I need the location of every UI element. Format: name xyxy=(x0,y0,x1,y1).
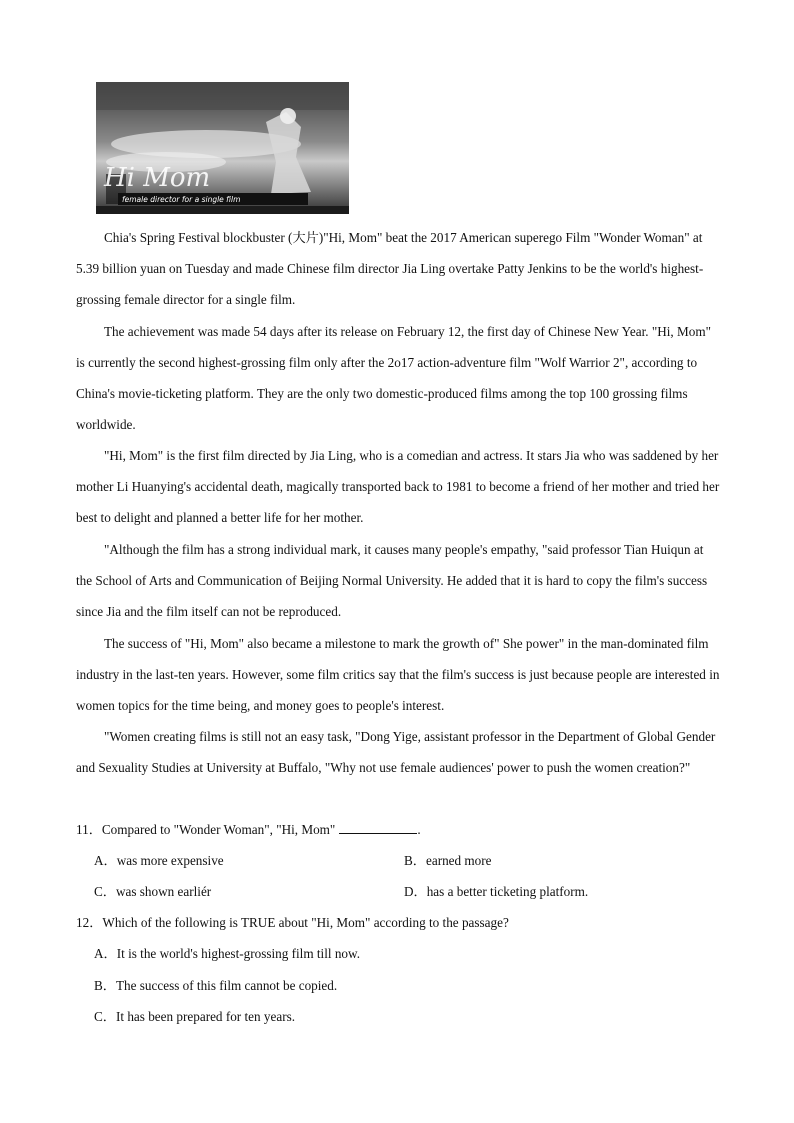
question-11-text: 11．Compared to "Wonder Woman", "Hi, Mom" xyxy=(76,822,336,837)
q12-option-a: A．It is the world's highest-grossing film till now. xyxy=(94,946,360,961)
svg-text:Hi Mom: Hi Mom xyxy=(104,163,211,193)
q12-option-b: B．The success of this film cannot be copied. xyxy=(94,978,338,993)
q11-option-b: B．earned more xyxy=(404,853,492,868)
movie-poster-image xyxy=(96,82,349,214)
q12-option-c: C．It has been prepared for ten years. xyxy=(94,1009,296,1024)
question-11-stem xyxy=(76,820,421,840)
question-12-stem: 12．Which of the following is TRUE about "Hi, Mom" according to the passage? xyxy=(76,915,509,930)
poster-caption: female director for a single film xyxy=(122,195,241,204)
passage-paragraph-3: "Hi, Mom" is the first film directed by Jia Ling, who is a comedian and actress. It stars Jia who was saddened by her mother Li Huanying's accidental death, magically transported back to 1981 to become a friend of her mother and tried her best to delight and planned a better life for her mother. xyxy=(76,448,720,525)
q11-option-d: D．has a better ticketing platform. xyxy=(404,884,589,899)
passage-paragraph-5: The success of "Hi, Mom" also became a milestone to mark the growth of" She power" in the man-dominated film industry in the last-ten years. However, some film critics say that the film's success is just because people are interested in women topics for the time being, and money goes to people's interest. xyxy=(76,636,720,713)
q11-option-a: A．was more expensive xyxy=(94,853,224,868)
passage-paragraph-1: Chia's Spring Festival blockbuster (大片)"Hi, Mom" beat the 2017 American superego Film "Wonder Woman" at 5.39 billion yuan on Tuesday and made Chinese film director Jia Ling overtake Patty Jenkins to be the world's highest-grossing female director for a single film. xyxy=(76,230,704,307)
passage-paragraph-2: The achievement was made 54 days after its release on February 12, the first day of Chinese New Year. "Hi, Mom" is currently the second highest-grossing film only after the 2o17 action-adventure film "Wolf Warrior 2", according to China's movie-ticketing platform. They are the only two domestic-produced films among the top 100 grossing films worldwide. xyxy=(76,324,711,432)
answer-blank xyxy=(339,821,417,834)
q11-option-c: C．was shown earliér xyxy=(94,884,212,899)
poster-photo-graphic xyxy=(96,82,349,214)
passage-paragraph-6: "Women creating films is still not an easy task, "Dong Yige, assistant professor in the Department of Global Gender and Sexuality Studies at University at Buffalo, "Why not use female audiences' power to push the women creation?" xyxy=(76,729,716,775)
passage-paragraph-4: "Although the film has a strong individual mark, it causes many people's empathy, "said professor Tian Huiqun at the School of Arts and Communication of Beijing Normal University. He added that it is hard to copy the film's success since Jia and the film itself can not be reproduced. xyxy=(76,542,708,619)
question-11-end: . xyxy=(417,822,421,837)
